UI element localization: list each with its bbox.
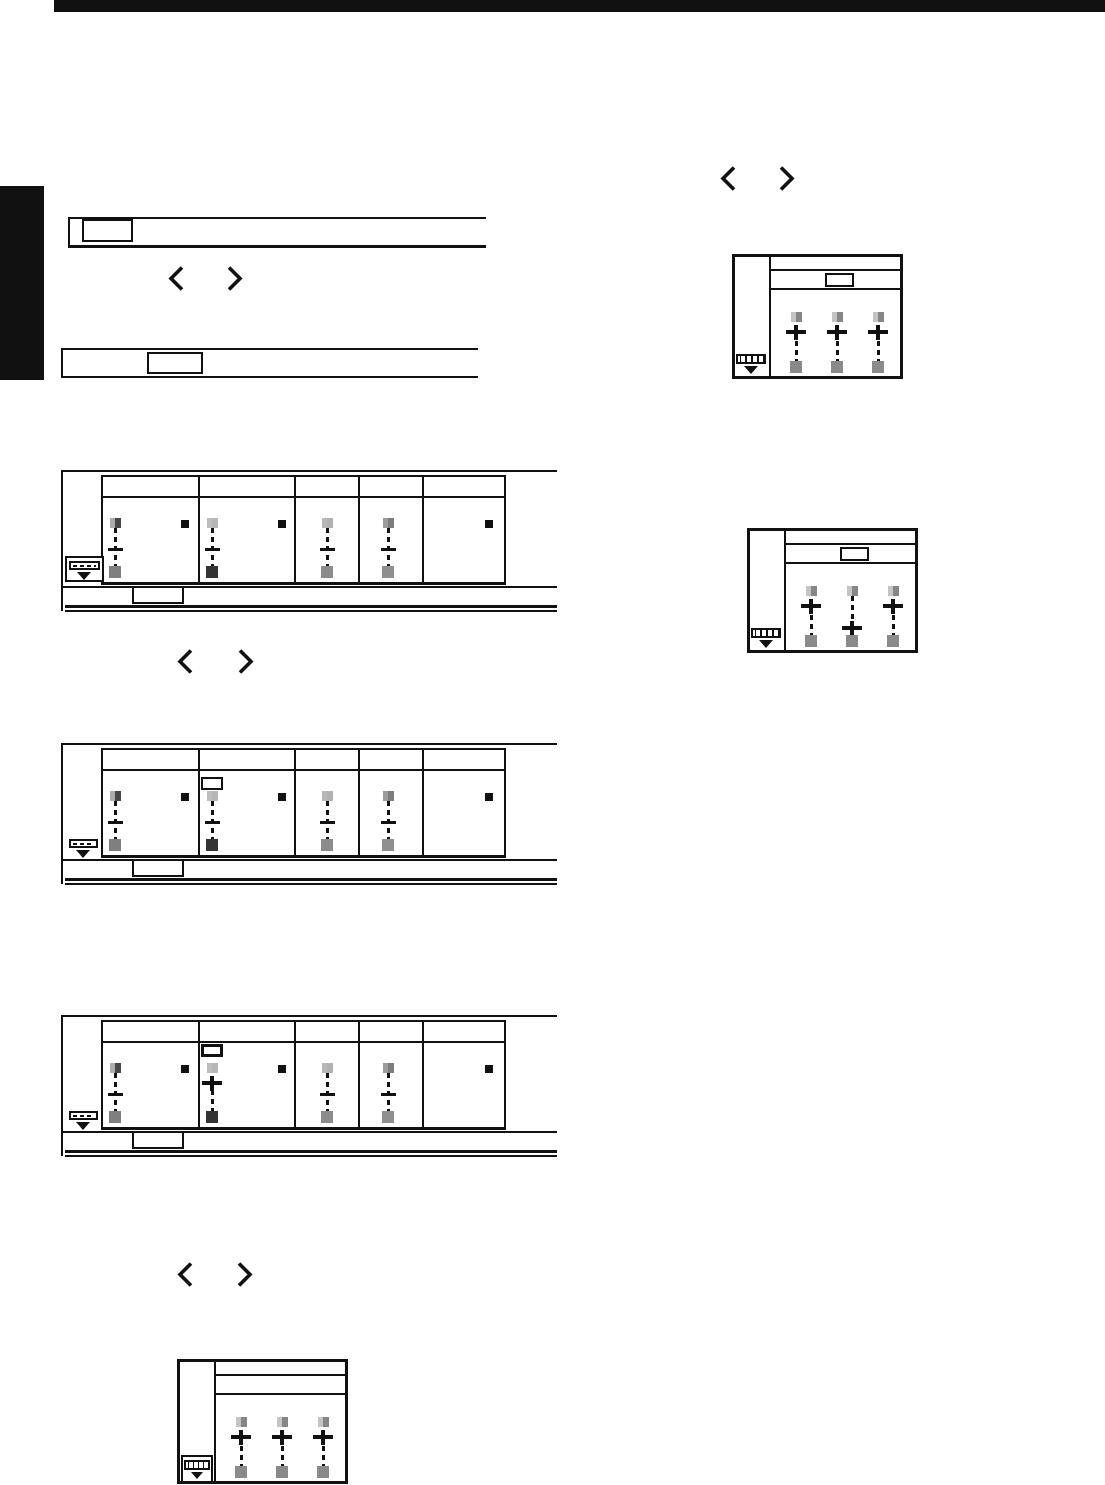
slider-plus-marker-v [321,1430,325,1446]
menu-indicator-square [278,793,286,801]
slider-top-handle-right [327,518,333,528]
dashed-bar-icon-dashes [73,565,96,567]
slider-track [892,615,895,635]
slider-track [795,341,798,361]
triangle-down-icon [76,1122,90,1130]
slider-level-tick [108,1093,123,1096]
slider-track [322,1446,325,1466]
film-strip-icon-cell [759,356,763,362]
slider-bottom-handle [206,566,218,578]
slider-level-tick [320,821,335,824]
screen-top-edge [61,470,557,472]
triangle-down-icon [76,850,90,858]
selector-row-divider [786,562,916,564]
dashed-bar-icon-bar [69,561,100,570]
slider-top-handle-right [852,586,858,596]
page-top-rule [54,0,1105,12]
dashed-bar-icon-dashes [73,1115,94,1117]
slider-top-handle-right [212,1063,218,1073]
screen-bottom-edge-upper [65,605,557,608]
slider-top-handle-right [878,312,884,322]
dashed-bar-icon-bar [69,1111,98,1120]
menu-panel [101,748,506,858]
menu-tab-outline [132,586,184,604]
menu-indicator-square [485,1065,493,1073]
slider-track [240,1446,243,1466]
slider-level-tick [381,1093,396,1096]
slider-level-tick [108,821,123,824]
screen-bottom-edge-lower [65,610,557,612]
slider-top-handle-right [115,518,121,528]
menu-item-outline [82,219,133,242]
column-divider-2 [294,750,296,856]
header-row-divider [216,1374,346,1376]
screen-left-edge [61,470,63,611]
slider-top-handle-right [282,1417,288,1427]
slider-bottom-handle [321,566,333,578]
slider-bottom-handle [235,1466,247,1478]
slider-bottom-handle [382,566,394,578]
film-strip-icon-tick [186,1462,188,1468]
chevron-right-icon [236,1261,253,1288]
left-column-divider [769,256,771,377]
film-strip-icon-cell [199,1462,203,1468]
slider-top-handle-right [115,791,121,801]
column-divider-1 [198,1022,200,1128]
slider-level-tick [205,821,220,824]
slider-level-tick [205,548,220,551]
film-strip-icon-bar [751,628,781,638]
slider-top-handle-right [241,1417,247,1427]
bar-bottom-line [61,376,478,378]
chevron-right-icon [778,165,795,192]
slider-bottom-handle [109,839,121,851]
menu-indicator-square [485,793,493,801]
left-column-divider [784,530,786,651]
slider-bottom-handle [382,839,394,851]
left-column-divider [214,1361,216,1482]
film-strip-icon-cell [768,630,772,636]
slider-bottom-handle [887,635,899,647]
menu-item-outline [147,352,203,374]
menu-panel [101,475,506,585]
bar-bottom-line [68,245,486,248]
slider-plus-marker-v [876,325,880,341]
column-divider-3 [358,1022,360,1128]
slider-top-handle-right [837,312,843,322]
triangle-down-icon [759,640,773,648]
slider-plus-marker-v [850,621,854,637]
bar-left-edge [68,217,70,248]
film-strip-icon-cell [204,1462,208,1468]
slider-plus-marker-v [280,1430,284,1446]
bar-top-line [61,348,478,350]
slider-bottom-handle [846,635,858,647]
menu-item-selection-outline [201,1044,223,1057]
slider-bottom-handle [321,839,333,851]
slider-top-handle-right [327,791,333,801]
header-row-divider [786,543,916,545]
menu-indicator-square [485,520,493,528]
triangle-down-icon [77,572,91,580]
slider-level-tick [320,1093,335,1096]
slider-plus-marker-v [794,325,798,341]
chevron-right-icon [226,265,243,292]
screen-top-edge [61,743,557,745]
film-strip-icon-tick [738,356,740,362]
slider-level-tick [108,548,123,551]
slider-plus-marker-v [891,599,895,615]
slider-bottom-handle [805,635,817,647]
dashed-bar-icon-bar [69,839,98,848]
slider-bottom-handle [206,839,218,851]
menu-header-divider [101,496,506,498]
chevron-left-icon [720,165,737,192]
column-divider-1 [198,750,200,856]
film-strip-icon-cell [753,356,757,362]
slider-top-handle-right [212,518,218,528]
slider-top-handle-right [796,312,802,322]
menu-indicator-square [181,1065,189,1073]
slider-bottom-handle [109,566,121,578]
slider-bottom-handle [206,1111,218,1123]
film-strip-icon-bar [736,354,766,364]
slider-track [851,596,854,621]
menu-item-selection-outline [201,777,223,790]
film-strip-icon-cell [762,630,766,636]
slider-top-handle-right [323,1417,329,1427]
film-strip-icon-cell [747,356,751,362]
slider-top-handle-right [893,586,899,596]
film-strip-icon-bar [184,1460,210,1470]
chapter-edge-tab [0,186,44,380]
column-divider-4 [422,477,424,583]
menu-item-selection-outline [840,547,869,561]
screen-bottom-edge-lower [65,1155,557,1157]
menu-tab-outline [132,1131,184,1149]
menu-panel [101,1020,506,1130]
bar-left-edge [61,348,63,378]
column-divider-1 [198,477,200,583]
column-divider-3 [358,750,360,856]
slider-bottom-handle [831,361,843,373]
slider-plus-marker-v [809,599,813,615]
triangle-down-icon [744,366,758,374]
chevron-right-icon [237,648,254,675]
slider-bottom-handle [109,1111,121,1123]
slider-bottom-handle [317,1466,329,1478]
film-strip-icon-tick [753,630,755,636]
slider-bottom-handle [382,1111,394,1123]
selector-row-divider [216,1393,346,1395]
menu-tab-outline [132,859,184,877]
column-divider-4 [422,750,424,856]
film-strip-icon-cell [774,630,778,636]
slider-bottom-handle [276,1466,288,1478]
screen-left-edge [61,1015,63,1156]
menu-header-divider [101,1041,506,1043]
slider-top-handle-right [327,1063,333,1073]
slider-bottom-handle [872,361,884,373]
slider-track [281,1446,284,1466]
column-divider-2 [294,1022,296,1128]
column-divider-2 [294,477,296,583]
slider-level-tick [381,821,396,824]
slider-top-handle-right [388,1063,394,1073]
slider-top-handle-right [388,791,394,801]
slider-track [877,341,880,361]
screen-left-edge [61,743,63,884]
header-row-divider [771,269,901,271]
slider-plus-marker-v [835,325,839,341]
menu-indicator-square [181,793,189,801]
slider-bottom-handle [790,361,802,373]
selector-row-divider [771,288,901,290]
screen-top-edge [61,1015,557,1017]
film-strip-icon-cell [741,356,745,362]
film-strip-icon-cell [189,1462,193,1468]
slider-top-handle-right [115,1063,121,1073]
slider-level-tick [320,548,335,551]
slider-track [810,615,813,635]
menu-indicator-square [181,520,189,528]
menu-header-divider [101,769,506,771]
triangle-down-icon [191,1472,203,1479]
dashed-bar-icon-dashes [73,843,94,845]
menu-item-selection-outline [825,273,854,287]
slider-track [211,1090,214,1111]
slider-track [836,341,839,361]
screen-bottom-edge-upper [65,1150,557,1153]
chevron-left-icon [177,1261,194,1288]
screen-bottom-edge-lower [65,883,557,885]
column-divider-4 [422,1022,424,1128]
slider-top-handle-right [811,586,817,596]
film-strip-icon-cell [194,1462,198,1468]
slider-plus-marker-v [239,1430,243,1446]
screen-bottom-edge-upper [65,878,557,881]
slider-top-handle-right [388,518,394,528]
slider-plus-marker-v [210,1076,214,1092]
film-strip-icon-cell [756,630,760,636]
menu-indicator-square [278,1065,286,1073]
slider-bottom-handle [321,1111,333,1123]
chevron-left-icon [168,265,185,292]
column-divider-3 [358,477,360,583]
slider-top-handle-right [212,791,218,801]
menu-indicator-square [278,520,286,528]
slider-level-tick [381,548,396,551]
chevron-left-icon [177,648,194,675]
